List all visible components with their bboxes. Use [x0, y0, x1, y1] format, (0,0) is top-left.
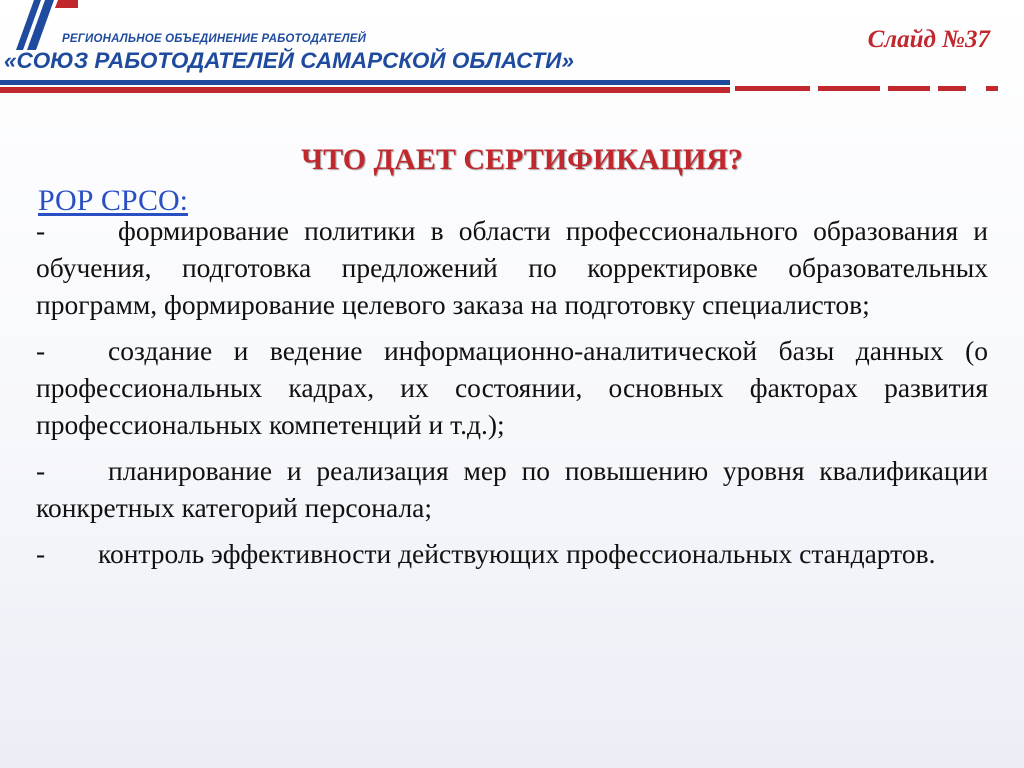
- dash-marker: -: [36, 455, 46, 486]
- dash-marker: -: [36, 215, 46, 246]
- list-item: [36, 212, 988, 323]
- list-item-text: создание и ведение информационно-аналитической базы данных (о профессиональных кадрах, их состоянии, основных факторах развития профессиональных компетенций и т.д.);: [36, 335, 988, 440]
- list-item: [36, 452, 988, 526]
- bullet-list: [36, 212, 988, 581]
- list-item: [36, 332, 988, 443]
- dash-marker: -: [36, 538, 46, 569]
- slide-header: [0, 0, 1024, 110]
- list-item: [36, 535, 988, 572]
- org-name: «СОЮЗ РАБОТОДАТЕЛЕЙ САМАРСКОЙ ОБЛАСТИ»: [4, 48, 574, 73]
- slide-number: Слайд №37: [867, 26, 990, 53]
- section-subtitle: РОР СРСО:: [38, 184, 188, 217]
- list-item-text: планирование и реализация мер по повышению уровня квалификации конкретных категорий персонала;: [36, 455, 988, 523]
- list-item-text: контроль эффективности действующих профессиональных стандартов.: [98, 538, 936, 569]
- header-divider-lines: [0, 78, 1024, 96]
- org-subtitle: РЕГИОНАЛЬНОЕ ОБЪЕДИНЕНИЕ РАБОТОДАТЕЛЕЙ: [62, 33, 367, 45]
- slide-title: ЧТО ДАЕТ СЕРТИФИКАЦИЯ?: [301, 143, 743, 176]
- list-item-text: формирование политики в области профессионального образования и обучения, подготовка предложений по корректировке образовательных программ, формирование целевого заказа на подготовку специалистов;: [36, 215, 988, 320]
- dash-marker: -: [36, 335, 46, 366]
